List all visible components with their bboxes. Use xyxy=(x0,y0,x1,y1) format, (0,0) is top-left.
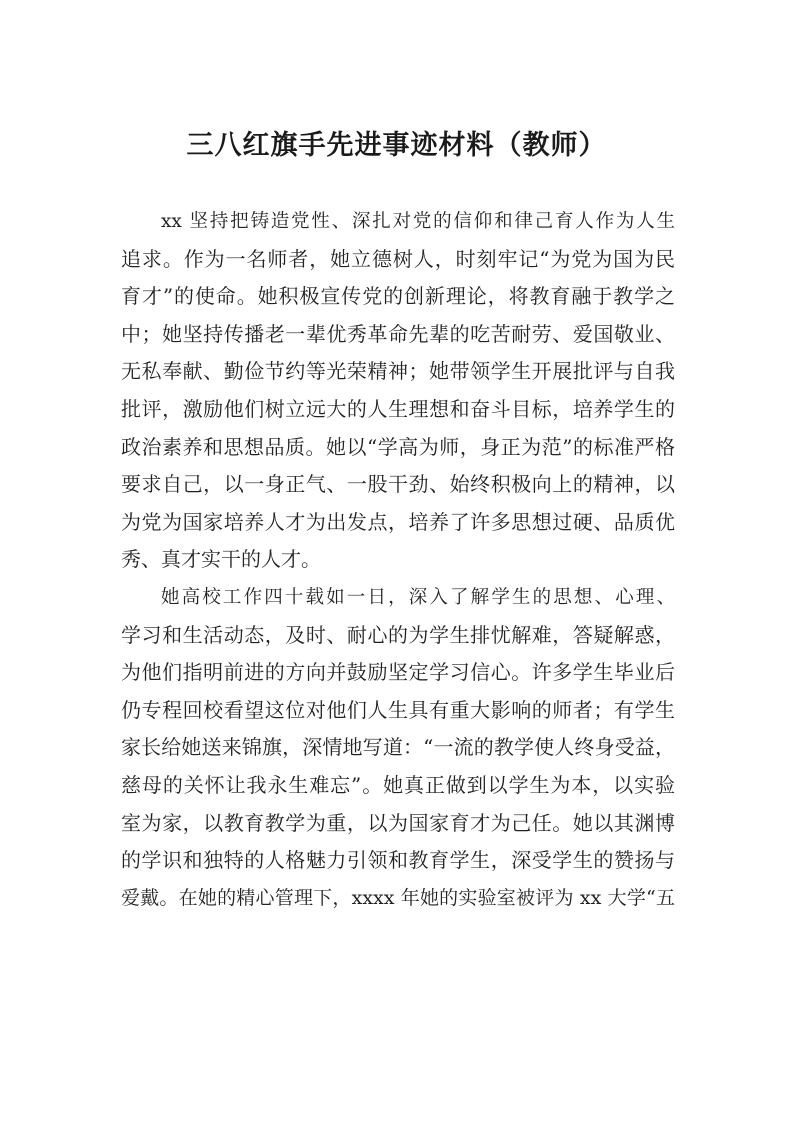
text-line: 批评，激励他们树立远大的人生理想和奋斗目标，培养学生的 xyxy=(121,396,675,421)
text-line: 她高校工作四十载如一日，深入了解学生的思想、心理、 xyxy=(161,586,675,608)
text-line: 为党为国家培养人才为出发点，培养了许多思想过硬、品质优 xyxy=(121,509,675,534)
paragraph xyxy=(121,203,675,579)
text-line: 仍专程回校看望这位对他们人生具有重大影响的师者；有学生 xyxy=(121,697,675,722)
document-body xyxy=(121,203,675,917)
text-line: 无私奉献、勤俭节约等光荣精神；她带领学生开展批评与自我 xyxy=(121,359,675,384)
text-line: 的学识和独特的人格魅力引领和教育学生，深受学生的赞扬与 xyxy=(121,848,675,873)
text-line: 要求自己，以一身正气、一股干劲、始终积极向上的精神，以 xyxy=(121,472,675,497)
text-line: 为他们指明前进的方向并鼓励坚定学习信心。许多学生毕业后 xyxy=(121,660,675,685)
paragraph xyxy=(121,579,675,917)
text-line: 爱戴。在她的精心管理下，xxxx 年她的实验室被评为 xx 大学“五 xyxy=(121,886,675,909)
document-title: 三八红旗手先进事迹材料（教师） xyxy=(186,130,607,161)
text-line: 秀、真才实干的人才。 xyxy=(121,547,321,572)
text-line: 政治素养和思想品质。她以“学高为师，身正为范”的标准严格 xyxy=(121,434,675,459)
text-line: 家长给她送来锦旗，深情地写道：“一流的教学使人终身受益， xyxy=(121,735,675,760)
text-line: 追求。作为一名师者，她立德树人，时刻牢记“为党为国为民 xyxy=(121,246,675,271)
text-line: 室为家，以教育教学为重，以为国家育才为己任。她以其渊博 xyxy=(121,810,675,835)
text-line: 中；她坚持传播老一辈优秀革命先辈的吃苦耐劳、爱国敬业、 xyxy=(121,321,675,346)
text-line: 慈母的关怀让我永生难忘”。她真正做到以学生为本，以实验 xyxy=(121,772,675,797)
text-line: 学习和生活动态，及时、耐心的为学生排忧解难，答疑解惑， xyxy=(121,622,675,647)
text-line: xx 坚持把铸造党性、深扎对党的信仰和律己育人作为人生 xyxy=(161,211,675,232)
text-line: 育才”的使命。她积极宣传党的创新理论，将教育融于教学之 xyxy=(121,284,675,309)
